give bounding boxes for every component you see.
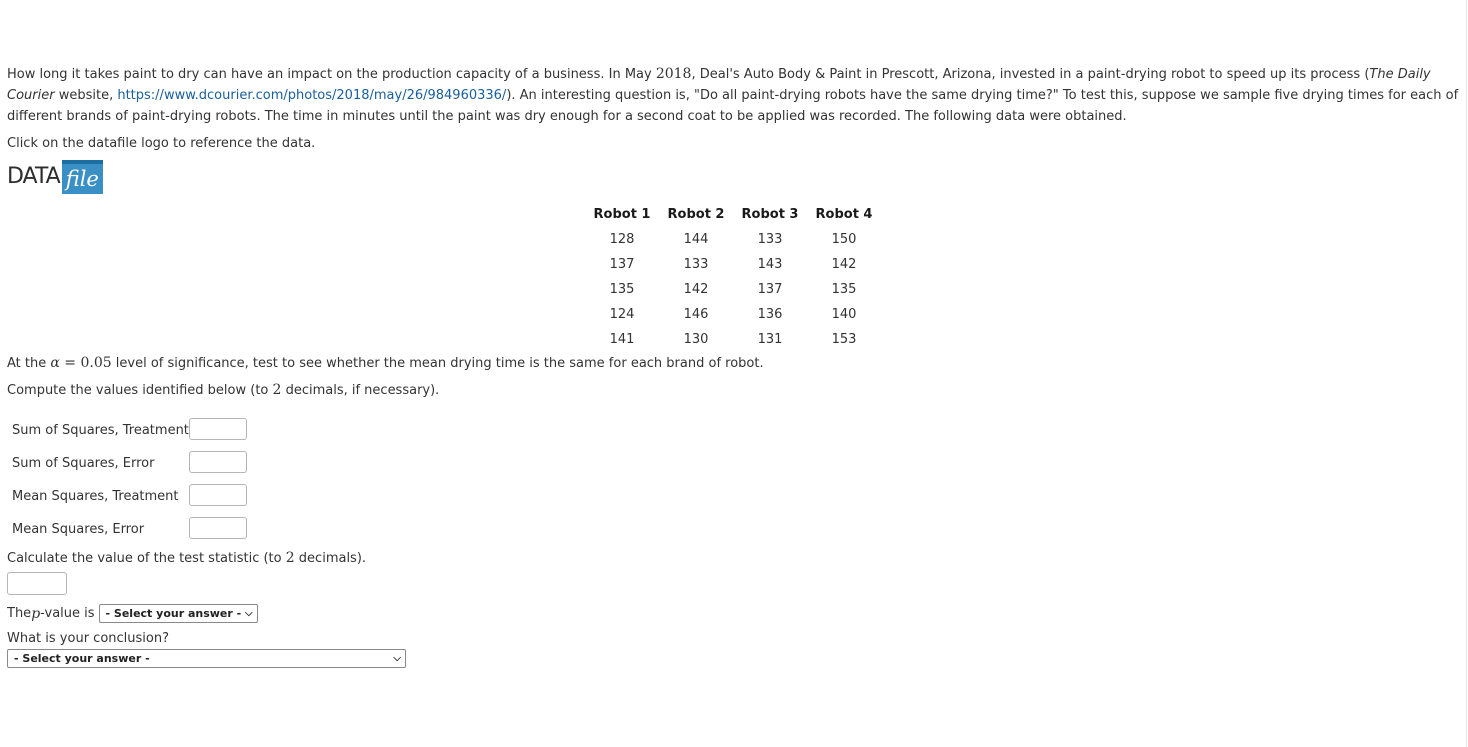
table-cell: 130 <box>683 332 709 347</box>
source-link[interactable]: https://www.dcourier.com/photos/2018/may/26/984960336/ <box>117 88 507 103</box>
table-cell: 124 <box>609 307 635 322</box>
intro-year: 2018 <box>655 66 692 82</box>
ms-treatment-input[interactable] <box>189 484 247 506</box>
test-stat-prefix: Calculate the value of the test statistic (to <box>7 551 286 566</box>
table-row <box>585 252 881 277</box>
robot-data-table <box>585 202 881 352</box>
table-cell: 133 <box>683 257 709 272</box>
ms-error-input[interactable] <box>189 517 247 539</box>
significance-statement <box>7 353 764 374</box>
conclusion-select[interactable] <box>7 649 406 668</box>
table-header-cell: Robot 3 <box>741 207 799 222</box>
ms-treatment-label: Mean Squares, Treatment <box>12 489 179 504</box>
table-cell: 153 <box>831 332 857 347</box>
intro-text-4: ). An interesting question is, "Do all paint-drying robots have the same drying time?" To test this, suppose we sample five drying times for each of different brands of paint-drying robots. The time in minutes until the paint was dry enough for a second coat to be applied was recorded. The following data were obtained. <box>7 88 1459 124</box>
form-row-ms-treatment <box>12 480 247 513</box>
p-symbol: p <box>31 605 41 622</box>
form-row-ms-error <box>12 513 247 546</box>
intro-text-1: How long it takes paint to dry can have an impact on the production capacity of a business. In May <box>7 67 656 82</box>
alpha-symbol: α <box>50 355 60 371</box>
alpha-value: 0.05 <box>80 355 112 371</box>
table-header-row <box>585 202 881 227</box>
table-cell: 128 <box>609 232 635 247</box>
equals-sign: = <box>59 355 81 371</box>
table-cell: 135 <box>831 282 857 297</box>
table-cell: 133 <box>757 232 783 247</box>
form-row-ss-error <box>12 447 247 480</box>
logo-data-text: DATA <box>7 164 60 189</box>
conclusion-selected: - Select your answer - <box>14 652 150 665</box>
ss-treatment-label: Sum of Squares, Treatment <box>12 423 189 438</box>
significance-prefix: At the <box>7 356 51 371</box>
test-statistic-input[interactable] <box>7 572 67 595</box>
compute-instruction <box>7 380 764 401</box>
source-name: The Daily Courier <box>7 67 1431 103</box>
p-value-prefix: The <box>7 606 32 621</box>
ms-error-label: Mean Squares, Error <box>12 522 145 537</box>
chevron-down-icon: ⌵ <box>393 653 401 664</box>
table-row <box>585 227 881 252</box>
table-cell: 150 <box>831 232 857 247</box>
logo-file-text: file <box>62 160 103 194</box>
form-row-ss-treatment <box>12 414 247 447</box>
significance-suffix: level of significance, test to see whether the mean drying time is the same for each brand of robot. <box>111 356 764 371</box>
datafile-note: Click on the datafile logo to reference the data. <box>7 136 316 151</box>
p-value-suffix: -value is <box>40 606 95 621</box>
table-cell: 144 <box>683 232 709 247</box>
table-header-cell: Robot 4 <box>815 207 873 222</box>
ss-error-label: Sum of Squares, Error <box>12 456 155 471</box>
test-statistic-instruction <box>7 548 764 569</box>
compute-prefix: Compute the values identified below (to <box>7 383 273 398</box>
table-row <box>585 327 881 352</box>
table-cell: 141 <box>609 332 635 347</box>
table-cell: 146 <box>683 307 709 322</box>
intro-text-3: website, <box>54 88 118 103</box>
conclusion-question: What is your conclusion? <box>7 631 169 646</box>
problem-intro <box>7 64 1463 127</box>
test-stat-suffix: decimals). <box>294 551 367 566</box>
table-cell: 137 <box>757 282 783 297</box>
compute-decimals: 2 <box>272 382 282 398</box>
datafile-logo[interactable] <box>7 160 101 194</box>
chevron-down-icon: ⌵ <box>244 608 253 619</box>
table-cell: 135 <box>609 282 635 297</box>
p-value-selected: - Select your answer - <box>105 607 242 620</box>
table-cell: 136 <box>757 307 783 322</box>
table-row <box>585 277 881 302</box>
p-value-select[interactable] <box>99 604 258 623</box>
test-stat-decimals: 2 <box>285 550 295 566</box>
table-cell: 142 <box>831 257 857 272</box>
table-cell: 137 <box>609 257 635 272</box>
table-cell: 143 <box>757 257 783 272</box>
table-cell: 142 <box>683 282 709 297</box>
table-header-cell: Robot 1 <box>593 207 651 222</box>
table-header-cell: Robot 2 <box>667 207 725 222</box>
table-row <box>585 302 881 327</box>
p-value-row <box>7 604 764 623</box>
page-right-border <box>1466 0 1467 747</box>
table-cell: 131 <box>757 332 783 347</box>
anova-input-table <box>12 414 247 546</box>
ss-error-input[interactable] <box>189 451 247 473</box>
answer-section <box>7 353 764 668</box>
intro-text-2: , Deal's Auto Body & Paint in Prescott, Arizona, invested in a paint-drying robot to speed up its process ( <box>691 67 1370 82</box>
compute-suffix: decimals, if necessary). <box>281 383 440 398</box>
question-content <box>7 64 1463 665</box>
table-cell: 140 <box>831 307 857 322</box>
ss-treatment-input[interactable] <box>189 418 247 440</box>
